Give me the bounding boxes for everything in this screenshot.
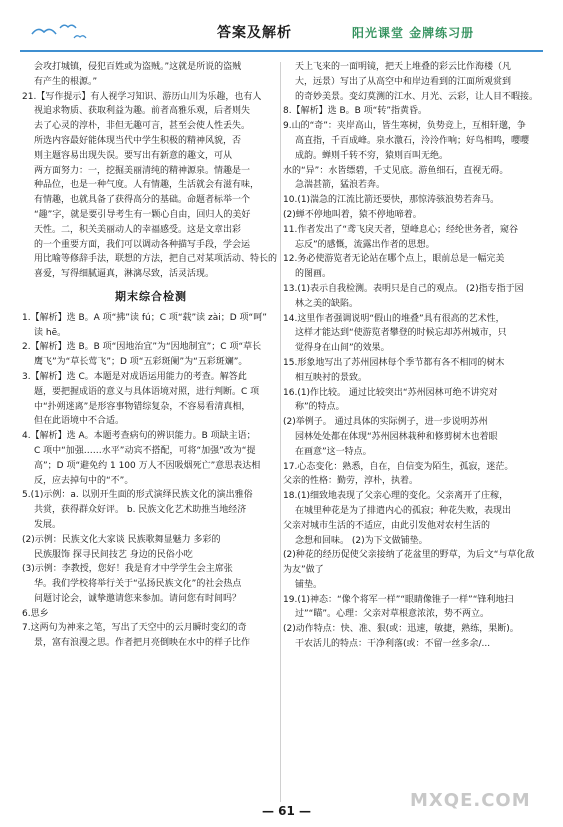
text-line: 12.务必使游览者无论站在哪个点上，眼前总是一幅完美 (283, 254, 505, 265)
text-line: 高”；D 项“避免约 1 100 万人不因吸烟死亡”意思表达相 (34, 460, 261, 471)
text-line: 水的“异”：水皆缥碧，千丈见底。游鱼细石，直视无碍。 (283, 165, 509, 176)
text-line: 干农活儿的特点：干净利落(或：不留一丝多余/... (295, 639, 491, 650)
header-rule (20, 50, 543, 52)
text-line: 会攻打城镇，侵犯百姓或为盗贼。”这就是所说的盗贼 (34, 62, 242, 72)
column-divider (280, 62, 281, 802)
text-line: 急湍甚箭，猛浪若奔。 (295, 180, 386, 191)
text-line: (2)示例：民族文化大家谈 民族歌舞显魅力 多彩的 (22, 534, 221, 545)
text-line: 林之美的缺陷。 (295, 298, 359, 309)
text-line: (2)动作特点：快、准、狠(或：迅速，敏捷，熟练，果断)。 (283, 624, 519, 635)
text-line: 称”的特点。 (295, 402, 345, 413)
writing-tip-block (22, 90, 280, 282)
text-line: 高直指，千百成峰。泉水激石，泠泠作响；好鸟相鸣，嘤嘤 (295, 135, 530, 146)
header-title: 答案及解析 (217, 25, 292, 41)
text-line: 2.【解析】选 B。B 项“因地治宜”为“因地制宜”；C 项“草长 (22, 342, 262, 353)
text-line: 则主题容易出现失误。要写出有新意的趣文，可从 (34, 150, 233, 161)
text-line: (2)蝉不停地叫着，猿不停地啼着。 (283, 209, 422, 220)
text-line: 父亲对城市生活的不适应，由此引发他对农村生活的 (283, 520, 491, 531)
text-line: “趣”字，就是要引导考生有一颗心自由，回归人的美好 (34, 209, 251, 220)
text-line: 9.山的“奇”：夹岸高山，皆生寒树，负势竞上，互相轩邈，争 (283, 121, 526, 132)
text-line: 题，要把握成语的意义与具体语境对照，进行判断。C 项 (34, 386, 260, 397)
text-line: 7.这两句为神来之笔，写出了天空中的云月瞬时变幻的奇 (22, 623, 247, 634)
text-line: 种品位，也是一种气度。人有情趣，生活就会有滋有味， (34, 180, 260, 191)
text-line: 天性。二，积关美丽动人的幸福感受。这是文章出彩 (34, 224, 242, 235)
text-line: 但在此语境中不合适。 (34, 416, 125, 427)
watermark-logo: MXQE.COM (410, 790, 531, 811)
text-line: 景，富有浪漫之思。作者把月亮倒映在水中的样子比作 (34, 638, 251, 649)
text-line: 视追求物质、获取利益为趣。前者高雅乐观，后者则失 (34, 106, 251, 117)
text-line: 两方面努力：一，挖掘美丽清纯的精神源泉。情趣是一 (34, 165, 251, 176)
text-line: 华。我们学校将举行关于“弘扬民族文化”的社会热点 (34, 579, 242, 590)
text-line: 园林处处都在体现“苏州园林栽种和修剪树木也着眼 (295, 431, 498, 442)
text-line: 发展。 (34, 519, 62, 530)
text-line: 13.(1)表示自我检测。表明只是自己的观点。 (2)指专指于园 (283, 283, 524, 294)
text-line: 14.这里作者强调说明“假山的堆叠”具有很高的艺术性， (283, 313, 505, 324)
text-line: 的奇妙美景。变幻莫测的江水、月光、云彩，让人目不暇接。 (295, 91, 539, 102)
text-line: 觉得身在山间”的效果。 (295, 343, 390, 354)
text-line: 4.【解析】选 A。本题考查病句的辨识能力。B 项缺主语； (22, 431, 256, 442)
text-line: 共赏，获得群众好评。 b. 民族文化艺术助推当地经济 (34, 505, 247, 516)
text-line: 民族服饰 探寻民间技艺 身边的民俗小吃 (34, 549, 193, 560)
text-line: 用比喻等修辞手法，联想的方法，把自己对某项活动、特长的 (34, 254, 278, 265)
text-line: 有情趣，也就具备了获得高分的基础。命题者标举一个 (34, 195, 251, 206)
text-line: 19.(1)神态：“像个将军一样”“眼睛像锥子一样”“锋利地扫 (283, 594, 514, 605)
text-line: 11.作者发出了“鸢飞戾天者，望峰息心；经纶世务者，窥谷 (283, 224, 518, 235)
section-title: 期末综合检测 (115, 289, 187, 303)
text-line: 鹰飞”为“草长莺飞”；D 项“五彩斑阑”为“五彩斑斓”。 (34, 357, 248, 368)
text-line: 这样才能达到“使游览者攀登的时候忘却苏州城市，只 (295, 328, 507, 339)
text-line: 铺垫。 (295, 579, 323, 590)
text-line: 17.心态变化：熟悉，自在，自信变为陌生，孤寂，迷茫。 (283, 461, 514, 472)
text-line: 反，应去掉句中的“不”。 (34, 475, 134, 486)
header-badge: 阳光课堂 金牌练习册 (352, 26, 475, 40)
birds-decoration-icon (30, 20, 90, 44)
text-line: 相互映衬的景致。 (295, 372, 368, 383)
text-line: 喜爱，写得细腻逼真，淋漓尽致，活灵活现。 (34, 269, 215, 280)
text-line: C 项中“加强……水平”动宾不搭配，可将“加强”改为“提 (34, 445, 256, 456)
text-line: 去了心灵的淳朴，非但无趣可言，甚至会使人性丢失。 (34, 121, 251, 132)
text-line: 读 hē。 (34, 327, 67, 338)
text-line: 3.【解析】选 C。本题是对成语运用能力的考查。解答此 (22, 371, 247, 382)
text-line: 中“扑朔迷离”是形容事物错综复杂，不容易看清真相， (34, 401, 251, 412)
text-line: 的图画。 (295, 269, 332, 280)
right-column (283, 60, 541, 652)
text-line: 6.思乡 (22, 608, 49, 619)
text-line: 15.形象地写出了苏州园林每个季节都有各不相同的树木 (283, 357, 505, 368)
page-header (0, 0, 563, 58)
text-line: 所选内容最好能体现当代中学生积极的精神风貌，否 (34, 135, 242, 146)
text-line: 18.(1)细致地表现了父亲心理的变化。父亲离开了庄稼， (283, 491, 509, 502)
intro-block (22, 60, 280, 90)
text-line: 念想和回味。 (2)为下文做铺垫。 (295, 535, 428, 546)
text-line: 21.【写作提示】有人视学习知识、游历山川为乐趣，也有人 (22, 91, 262, 102)
right-answers-block (283, 60, 541, 652)
text-line: (3)示例：李教授，您好！我是育才中学学生会主席张 (22, 564, 233, 575)
left-column (22, 60, 280, 651)
text-line: 1.【解析】选 B。A 项“拂”读 fú；C 项“载”读 zài；D 项“呵” (22, 312, 267, 323)
page-number: — 61 — (262, 804, 312, 818)
text-line: 5.(1)示例：a. 以别开生面的形式演绎民族文化的演出雅俗 (22, 490, 253, 501)
text-line: 有产生的根源。” (34, 76, 98, 87)
text-line: 16.(1)作比较。 通过比较突出“苏州园林可绝不讲究对 (283, 387, 498, 398)
text-line: 10.(1)湍急的江流比箭还要快，那惊涛骇浪势若奔马。 (283, 195, 500, 206)
text-line: 的一个重要方面，我们可以调动各种描写手段，学会运 (34, 239, 251, 250)
text-line: 过”“瞄”。心理：父亲对草根意浓浓，势不两立。 (295, 609, 489, 620)
answers-block (22, 311, 280, 651)
text-line: 成韵。蝉则千转不穷，猿则百叫无绝。 (295, 150, 449, 161)
text-line: 在城里种花是为了排遣内心的孤寂；种花失败，表现出 (295, 505, 512, 516)
text-line: 天上飞来的一面明镜，把天上堆叠的彩云比作海楼（凡 (295, 62, 512, 72)
text-line: 父亲的性格：勤劳，淳朴，执着。 (283, 476, 419, 487)
text-line: (2)举例子。 通过具体的实际例子，进一步说明苏州 (283, 417, 488, 428)
text-line: 大，远景）写出了从高空中和岸边看到的江面所观赏到 (295, 76, 512, 87)
text-line: 忘反”的感慨，流露出作者的思想。 (295, 239, 435, 250)
text-line: (2)种花的经历促使父亲接纳了花盆里的野草，为后文“与草化敌为友”做了 (283, 550, 535, 576)
text-line: 8.【解析】选 B。B 项“转”指黄昏。 (283, 106, 427, 117)
text-line: 在画意”这一特点。 (295, 446, 372, 457)
text-line: 问题讨论会，诚挚邀请您来参加。请问您有时间吗？ (34, 593, 242, 604)
